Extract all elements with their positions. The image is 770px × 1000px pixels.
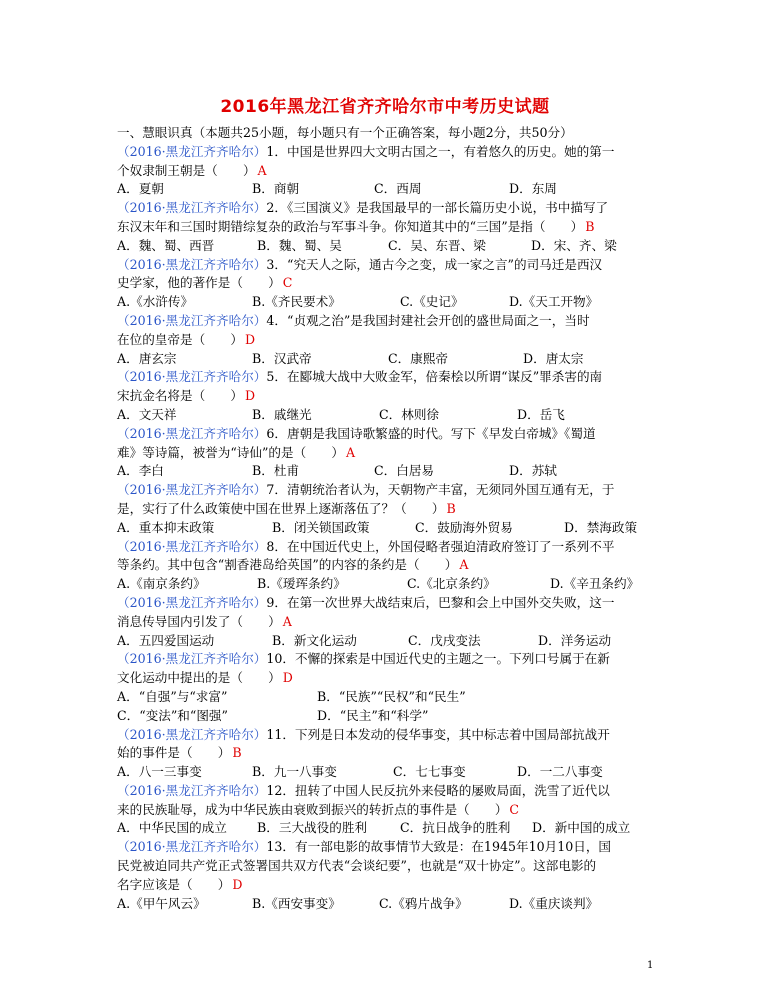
question-line <box>117 726 662 745</box>
answer-option: B.《齐民要术》 <box>252 294 341 310</box>
question-source: （2016·黑龙江齐齐哈尔） <box>117 312 267 328</box>
question-text: 3．“究天人之际，通古今之变，成一家之言”的司马迁是西汉 <box>266 256 603 272</box>
answer-option: B．魏、蜀、吴 <box>257 237 342 253</box>
answer-option: C.《鸦片战争》 <box>379 895 468 911</box>
answer-option: D．唐太宗 <box>523 350 584 366</box>
question-text: 等条约。其中包含“割香港岛给英国”的内容的条约是（ ） <box>117 557 458 573</box>
answer-key: B <box>232 745 242 761</box>
question-line <box>117 425 662 444</box>
question-text: 文化运动中提出的是（ ） <box>117 670 281 686</box>
section-heading: 一、慧眼识真（本题共25小题，每小题只有一个正确答案，每小题2分，共50分） <box>117 125 573 140</box>
question-line <box>117 331 662 350</box>
options-row <box>117 763 662 782</box>
answer-option: D．洋务运动 <box>538 632 612 648</box>
page-title: 2016年黑龙江省齐齐哈尔市中考历史试题 <box>220 97 550 117</box>
answer-key: B <box>446 500 456 516</box>
question-text: 东汉末年和三国时期错综复杂的政治与军事斗争。你知道其中的“三国”是指（ ） <box>117 218 584 234</box>
answer-option: D．“民主”和“科学” <box>317 707 429 723</box>
question-text: 来的民族耻辱，成为中华民族由衰败到振兴的转折点的事件是（ ） <box>117 801 508 817</box>
answer-option: C.《史记》 <box>400 294 464 310</box>
options-row <box>117 707 662 726</box>
question-source: （2016·黑龙江齐齐哈尔） <box>117 143 267 159</box>
answer-option: D．宋、齐、梁 <box>531 237 617 253</box>
question-text: 7．清朝统治者认为，天朝物产丰富，无须同外国互通有无，于 <box>266 482 615 498</box>
options-row <box>117 632 662 651</box>
answer-option: A．夏朝 <box>117 181 164 197</box>
question-text: 始的事件是（ ） <box>117 745 231 761</box>
answer-option: B．“民族”“民权”和“民生” <box>317 688 466 704</box>
question-text: 史学家，他的著作是（ ） <box>117 275 281 291</box>
page-number: 1 <box>647 960 654 971</box>
answer-option: C．戊戌变法 <box>408 632 481 648</box>
answer-option: B．九一八事变 <box>252 764 337 780</box>
answer-option: C．七七事变 <box>393 764 466 780</box>
answer-option: D．苏轼 <box>509 463 557 479</box>
options-row <box>117 180 662 199</box>
options-row <box>117 688 662 707</box>
question-line <box>117 594 662 613</box>
question-source: （2016·黑龙江齐齐哈尔） <box>117 594 267 610</box>
answer-option: C．白居易 <box>374 463 435 479</box>
question-text: 个奴隶制王朝是（ ） <box>117 162 256 178</box>
answer-option: C．抗日战争的胜利 <box>400 820 511 836</box>
answer-option: A．五四爱国运动 <box>117 632 215 648</box>
question-line <box>117 387 662 406</box>
question-text: 13．有一部电影的故事情节大致是：在1945年10月10日，国 <box>266 839 612 855</box>
answer-key: A <box>459 557 469 573</box>
answer-option: D．新中国的成立 <box>532 820 631 836</box>
question-line <box>117 199 662 218</box>
question-line <box>117 876 662 895</box>
answer-option: B．新文化运动 <box>272 632 357 648</box>
question-source: （2016·黑龙江齐齐哈尔） <box>117 538 267 554</box>
question-text: 名字应该是（ ） <box>117 876 231 892</box>
answer-option: A．“自强”与“求富” <box>117 688 228 704</box>
answer-option: A．唐玄宗 <box>117 350 177 366</box>
options-row <box>117 293 662 312</box>
question-line <box>117 744 662 763</box>
question-line <box>117 481 662 500</box>
answer-option: A.《甲午风云》 <box>117 895 206 911</box>
question-line <box>117 613 662 632</box>
answer-key: A <box>257 162 267 178</box>
answer-option: A．文天祥 <box>117 406 177 422</box>
options-row <box>117 350 662 369</box>
question-line <box>117 556 662 575</box>
question-line <box>117 256 662 275</box>
answer-option: C.《北京条约》 <box>407 576 496 592</box>
question-text: 4．“贞观之治”是我国封建社会开创的盛世局面之一，当时 <box>266 312 590 328</box>
answer-option: A.《水浒传》 <box>117 294 194 310</box>
answer-option: D．东周 <box>509 181 557 197</box>
question-text: 难》等诗篇，被誉为“诗仙”的是（ ） <box>117 444 344 460</box>
question-text: 5．在郾城大战中大败金军，倍秦桧以所谓“谋反”罪杀害的南 <box>266 369 603 385</box>
options-row <box>117 462 662 481</box>
answer-option: B.《瑷珲条约》 <box>257 576 346 592</box>
answer-option: D.《辛丑条约》 <box>550 576 640 592</box>
answer-key: C <box>282 275 293 291</box>
options-row <box>117 519 662 538</box>
question-line <box>117 368 662 387</box>
answer-option: B.《西安事变》 <box>252 895 341 911</box>
question-line <box>117 801 662 820</box>
question-text: 12．扭转了中国人民反抗外来侵略的屡败局面，洗雪了近代以 <box>266 782 610 798</box>
question-text: 11．下列是日本发动的侵华事变，其中标志着中国局部抗战开 <box>266 726 610 742</box>
answer-option: C．康熙帝 <box>388 350 449 366</box>
question-text: 6．唐朝是我国诗歌繁盛的时代。写下《早发白帝城》《蜀道 <box>266 425 596 441</box>
answer-option: C．吴、东晋、梁 <box>388 237 486 253</box>
question-source: （2016·黑龙江齐齐哈尔） <box>117 839 267 855</box>
answer-option: D．禁海政策 <box>564 519 638 535</box>
question-text: 消息传导国内引发了（ ） <box>117 613 281 629</box>
question-line <box>117 444 662 463</box>
answer-option: A.《南京条约》 <box>117 576 206 592</box>
question-text: 2．《三国演义》是我国最早的一部长篇历史小说，书中描写了 <box>266 200 609 216</box>
question-text: 宋抗金名将是（ ） <box>117 388 243 404</box>
answer-option: C．鼓励海外贸易 <box>415 519 513 535</box>
answer-option: D.《重庆谈判》 <box>509 895 599 911</box>
exam-content <box>117 124 662 913</box>
question-line <box>117 782 662 801</box>
question-text: 在位的皇帝是（ ） <box>117 331 243 347</box>
answer-option: B．戚继光 <box>252 406 312 422</box>
answer-key: D <box>244 331 256 347</box>
question-line <box>117 143 662 162</box>
question-source: （2016·黑龙江齐齐哈尔） <box>117 726 267 742</box>
answer-option: D．岳飞 <box>517 406 565 422</box>
question-source: （2016·黑龙江齐齐哈尔） <box>117 425 267 441</box>
answer-option: A．魏、蜀、西晋 <box>117 237 215 253</box>
question-line <box>117 500 662 519</box>
question-text: 民党被迫同共产党正式签署国共双方代表“会谈纪要”，也就是“双十协定”。这部电影的 <box>117 858 597 874</box>
question-line <box>117 538 662 557</box>
options-row <box>117 575 662 594</box>
question-line <box>117 274 662 293</box>
question-source: （2016·黑龙江齐齐哈尔） <box>117 651 267 667</box>
question-source: （2016·黑龙江齐齐哈尔） <box>117 369 267 385</box>
question-text: 9．在第一次世界大战结束后，巴黎和会上中国外交失败，这一 <box>266 594 615 610</box>
options-row <box>117 895 662 914</box>
answer-key: B <box>585 218 595 234</box>
answer-option: D.《天工开物》 <box>509 294 599 310</box>
answer-option: A．八一三事变 <box>117 764 202 780</box>
answer-option: B．汉武帝 <box>252 350 312 366</box>
question-source: （2016·黑龙江齐齐哈尔） <box>117 782 267 798</box>
answer-key: A <box>345 444 356 460</box>
question-text: 1．中国是世界四大文明古国之一，有着悠久的历史。她的第一 <box>266 143 615 159</box>
answer-option: B．三大战役的胜利 <box>257 820 368 836</box>
question-text: 8．在中国近代史上，外国侵略者强迫清政府签订了一系列不平 <box>266 538 615 554</box>
question-line <box>117 669 662 688</box>
question-source: （2016·黑龙江齐齐哈尔） <box>117 200 267 216</box>
answer-key: A <box>282 613 292 629</box>
question-line <box>117 838 662 857</box>
question-line <box>117 218 662 237</box>
answer-key: C <box>509 801 520 817</box>
answer-option: B．杜甫 <box>252 463 300 479</box>
answer-option: B．商朝 <box>252 181 300 197</box>
question-line <box>117 857 662 876</box>
options-row <box>117 819 662 838</box>
answer-key: D <box>282 670 293 686</box>
question-line <box>117 162 662 181</box>
answer-option: A．中华民国的成立 <box>117 820 227 836</box>
answer-option: C．“变法”和“图强” <box>117 707 228 723</box>
question-source: （2016·黑龙江齐齐哈尔） <box>117 256 267 272</box>
options-row <box>117 406 662 425</box>
answer-option: C．林则徐 <box>379 406 440 422</box>
answer-key: D <box>232 876 243 892</box>
answer-option: A．李白 <box>117 463 164 479</box>
answer-option: A．重本抑末政策 <box>117 519 215 535</box>
question-text: 10．不懈的探索是中国近代史的主题之一。下列口号属于在新 <box>266 651 610 667</box>
answer-key: D <box>244 388 256 404</box>
question-text: 是，实行了什么政策使中国在世界上逐渐落伍了？（ ） <box>117 500 445 516</box>
answer-option: D．一二八事变 <box>517 764 603 780</box>
question-line <box>117 312 662 331</box>
options-row <box>117 237 662 256</box>
question-source: （2016·黑龙江齐齐哈尔） <box>117 482 267 498</box>
answer-option: B．闭关锁国政策 <box>272 519 370 535</box>
question-line <box>117 650 662 669</box>
answer-option: C．西周 <box>374 181 422 197</box>
